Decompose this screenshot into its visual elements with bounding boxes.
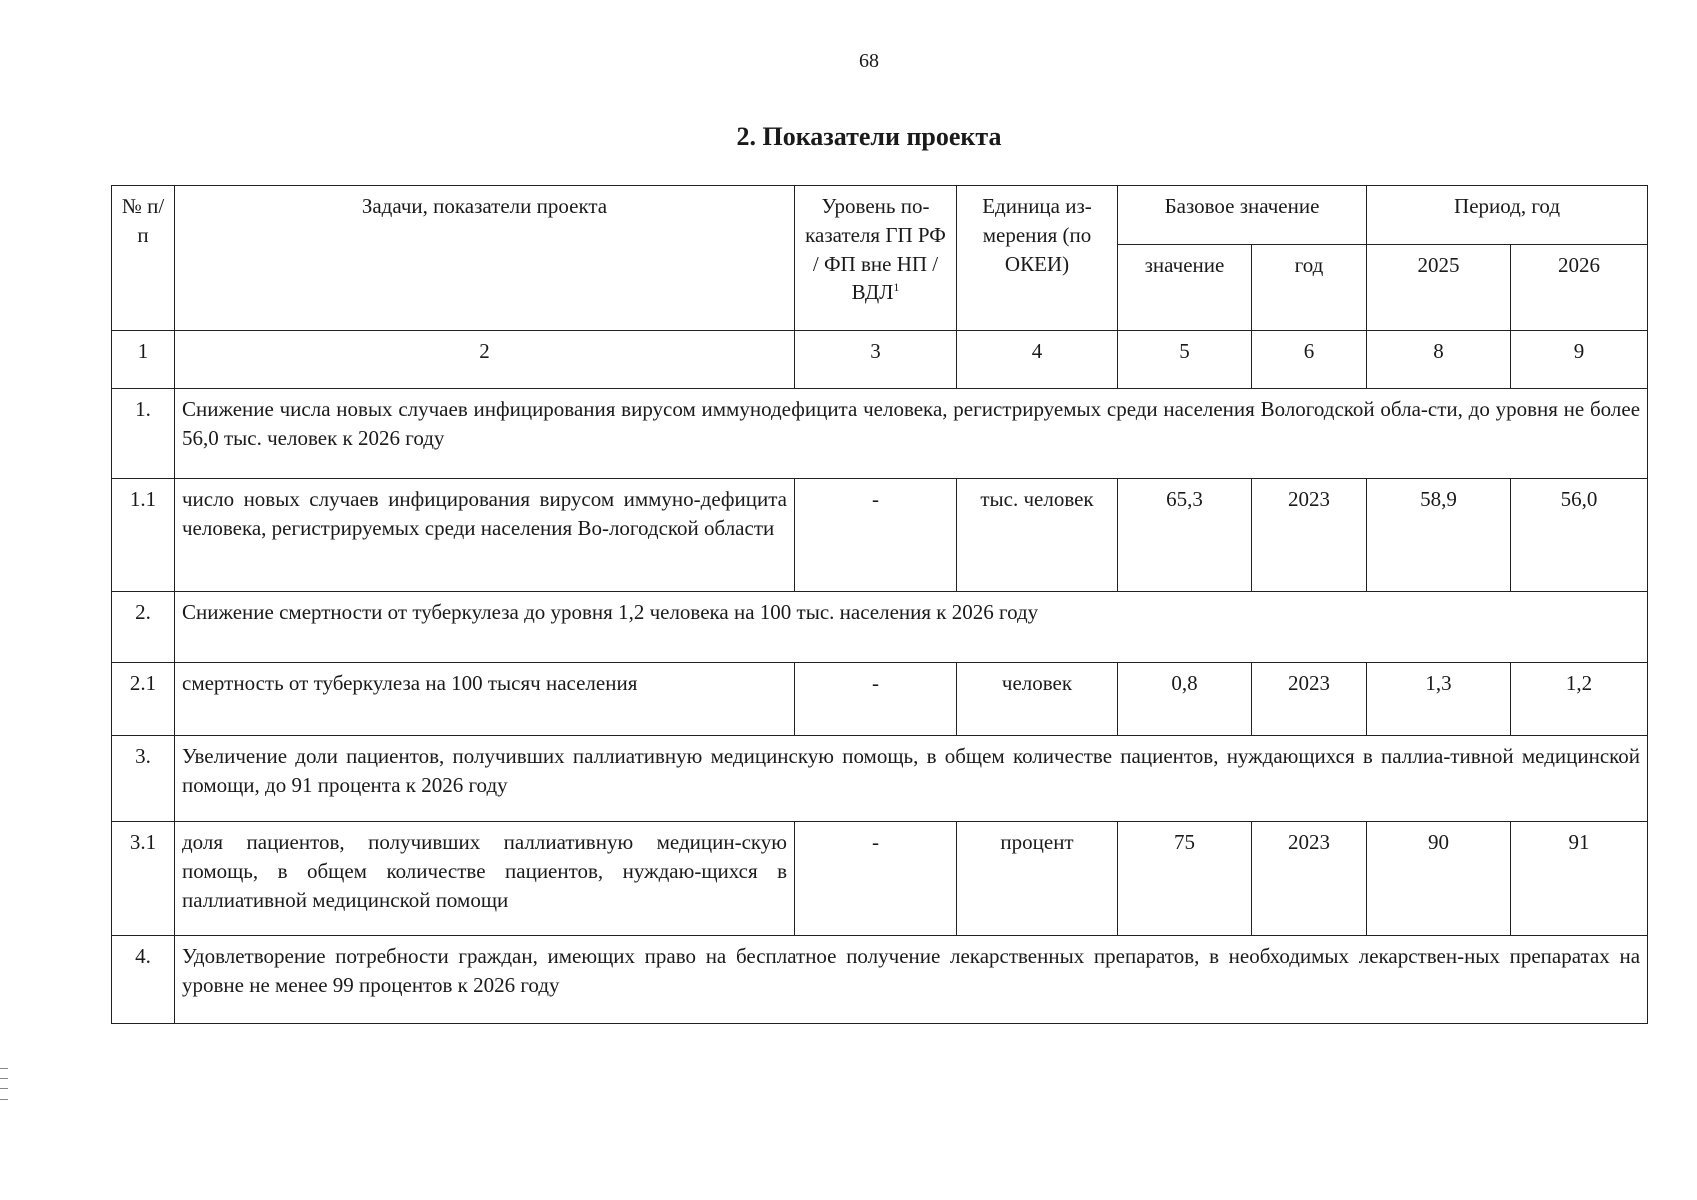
- task-number: 1.: [112, 389, 175, 479]
- indicator-value-2025: 1,3: [1367, 663, 1511, 736]
- task-number: 2.: [112, 592, 175, 663]
- indicator-value-2026: 1,2: [1511, 663, 1648, 736]
- indicator-text: смертность от туберкулеза на 100 тысяч населения: [175, 663, 795, 736]
- header-level-footnote: 1: [893, 280, 900, 295]
- column-number: 2: [175, 331, 795, 389]
- indicator-text: число новых случаев инфицирования вирусом иммуно-дефицита человека, регистрируемых среди населения Во-логодской области: [175, 479, 795, 592]
- indicator-base-value: 65,3: [1118, 479, 1252, 592]
- page-title: 2. Показатели проекта: [736, 122, 1002, 151]
- column-number: 9: [1511, 331, 1648, 389]
- column-numbers-row: [112, 331, 1648, 389]
- indicator-base-value: 0,8: [1118, 663, 1252, 736]
- task-row: [112, 389, 1648, 479]
- task-row: [112, 736, 1648, 822]
- indicator-base-year: 2023: [1252, 663, 1367, 736]
- indicator-text: доля пациентов, получивших паллиативную медицин-скую помощь, в общем количестве пациентов, нуждаю-щихся в паллиативной медицинской помощи: [175, 822, 795, 936]
- column-number: 6: [1252, 331, 1367, 389]
- scan-margin-marks: [0, 1068, 8, 1100]
- indicator-base-year: 2023: [1252, 822, 1367, 936]
- indicator-row: [112, 479, 1648, 592]
- header-level-text: Уровень по-казателя ГП РФ / ФП вне НП / ВДЛ: [805, 194, 946, 305]
- indicator-base-value: 75: [1118, 822, 1252, 936]
- task-row: [112, 592, 1648, 663]
- header-year-2026: 2026: [1511, 245, 1648, 331]
- page-number: 68: [859, 50, 879, 72]
- indicator-value-2026: 91: [1511, 822, 1648, 936]
- task-text: Увеличение доли пациентов, получивших паллиативную медицинскую помощь, в общем количестве пациентов, нуждающихся в паллиа-тивной медицинской помощи, до 91 процента к 2026 году: [175, 736, 1648, 822]
- column-number: 5: [1118, 331, 1252, 389]
- header-base: Базовое значение: [1118, 186, 1367, 245]
- indicator-level: -: [795, 663, 957, 736]
- indicator-value-2025: 90: [1367, 822, 1511, 936]
- column-number: 1: [112, 331, 175, 389]
- task-number: 3.: [112, 736, 175, 822]
- indicator-number: 2.1: [112, 663, 175, 736]
- header-level: [795, 186, 957, 331]
- indicator-value-2026: 56,0: [1511, 479, 1648, 592]
- indicator-number: 1.1: [112, 479, 175, 592]
- indicator-unit: тыс. человек: [957, 479, 1118, 592]
- task-text: Удовлетворение потребности граждан, имеющих право на бесплатное получение лекарственных препаратов, в необходимых лекарствен-ных препаратах на уровне не менее 99 процентов к 2026 году: [175, 936, 1648, 1024]
- task-number: 4.: [112, 936, 175, 1024]
- header-base-value: значение: [1118, 245, 1252, 331]
- indicator-number: 3.1: [112, 822, 175, 936]
- header-num: № п/п: [112, 186, 175, 331]
- header-row-1: [112, 186, 1648, 245]
- column-number: 3: [795, 331, 957, 389]
- column-number: 4: [957, 331, 1118, 389]
- task-text: Снижение смертности от туберкулеза до уровня 1,2 человека на 100 тыс. населения к 2026 году: [175, 592, 1648, 663]
- indicator-base-year: 2023: [1252, 479, 1367, 592]
- header-tasks: Задачи, показатели проекта: [175, 186, 795, 331]
- indicator-row: [112, 663, 1648, 736]
- indicator-unit: человек: [957, 663, 1118, 736]
- header-year-2025: 2025: [1367, 245, 1511, 331]
- task-text: Снижение числа новых случаев инфицирования вирусом иммунодефицита человека, регистрируемых среди населения Вологодской обла-сти, до уровня не более 56,0 тыс. человек к 2026 году: [175, 389, 1648, 479]
- indicator-value-2025: 58,9: [1367, 479, 1511, 592]
- indicator-level: -: [795, 479, 957, 592]
- indicator-row: [112, 822, 1648, 936]
- indicator-level: -: [795, 822, 957, 936]
- header-period: Период, год: [1367, 186, 1648, 245]
- column-number: 8: [1367, 331, 1511, 389]
- indicator-unit: процент: [957, 822, 1118, 936]
- header-unit: Единица из-мерения (по ОКЕИ): [957, 186, 1118, 331]
- header-base-year: год: [1252, 245, 1367, 331]
- task-row: [112, 936, 1648, 1024]
- indicators-table: [111, 185, 1648, 1024]
